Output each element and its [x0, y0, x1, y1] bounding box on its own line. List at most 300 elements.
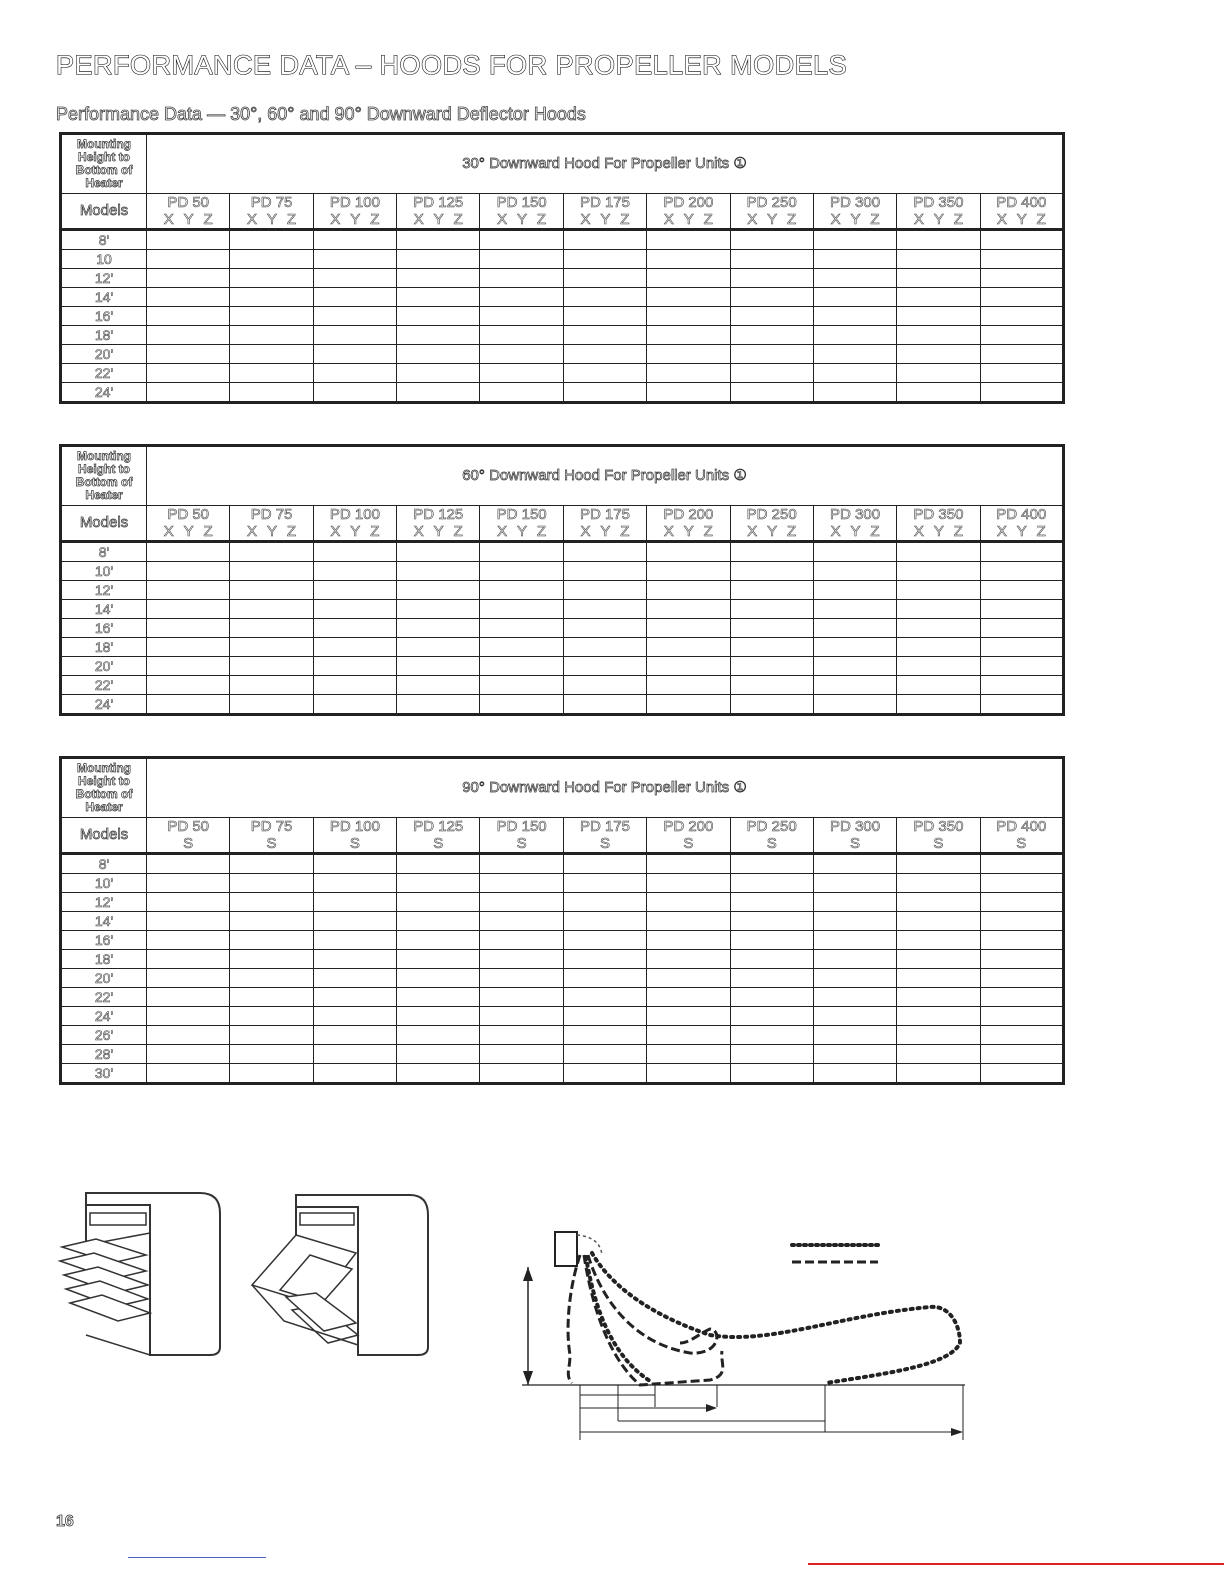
model-header: PD 350 [897, 506, 980, 524]
data-cell [313, 288, 396, 307]
data-cell [730, 269, 813, 288]
data-cell [313, 912, 396, 931]
data-cell [480, 950, 563, 969]
sub-column-labels: S [313, 835, 396, 854]
models-label: Models [61, 506, 147, 542]
data-cell [813, 345, 896, 364]
model-header: PD 50 [147, 194, 230, 212]
data-cell [813, 364, 896, 383]
data-cell [563, 969, 646, 988]
mounting-height-value: 10' [61, 562, 147, 581]
model-header: PD 250 [730, 194, 813, 212]
data-cell [980, 1064, 1063, 1084]
data-cell [730, 562, 813, 581]
sub-column-labels: X Y Z [813, 211, 896, 230]
data-cell [897, 364, 980, 383]
mounting-height-value: 12' [61, 893, 147, 912]
data-cell [563, 230, 646, 250]
data-cell [563, 695, 646, 715]
table-row [61, 931, 1064, 950]
data-cell [147, 950, 230, 969]
data-cell [230, 969, 313, 988]
data-cell [897, 288, 980, 307]
data-cell [897, 326, 980, 345]
sub-column-labels: S [730, 835, 813, 854]
data-cell [563, 364, 646, 383]
data-cell [563, 619, 646, 638]
data-cell [397, 969, 480, 988]
data-cell [813, 326, 896, 345]
data-cell [313, 874, 396, 893]
model-header: PD 200 [647, 818, 730, 836]
sub-column-labels: X Y Z [147, 211, 230, 230]
data-cell [480, 250, 563, 269]
table-row [61, 230, 1064, 250]
data-cell [147, 1045, 230, 1064]
data-cell [230, 912, 313, 931]
data-cell [647, 269, 730, 288]
data-cell [313, 269, 396, 288]
data-cell [563, 676, 646, 695]
data-cell [230, 638, 313, 657]
data-cell [313, 695, 396, 715]
data-cell [230, 250, 313, 269]
data-cell [397, 364, 480, 383]
table-row [61, 912, 1064, 931]
model-header: PD 75 [230, 818, 313, 836]
data-cell [480, 893, 563, 912]
data-cell [813, 969, 896, 988]
data-cell [647, 1026, 730, 1045]
data-cell [397, 950, 480, 969]
data-cell [730, 931, 813, 950]
data-cell [397, 230, 480, 250]
data-cell [397, 345, 480, 364]
data-cell [647, 542, 730, 562]
data-cell [813, 581, 896, 600]
data-cell [980, 912, 1063, 931]
data-cell [980, 874, 1063, 893]
data-cell [563, 250, 646, 269]
sub-column-labels: S [813, 835, 896, 854]
data-cell [813, 874, 896, 893]
data-cell [980, 638, 1063, 657]
data-cell [397, 288, 480, 307]
data-cell [647, 600, 730, 619]
data-cell [480, 1026, 563, 1045]
table-row [61, 345, 1064, 364]
sub-column-labels: X Y Z [230, 523, 313, 542]
data-cell [730, 912, 813, 931]
table-row [61, 542, 1064, 562]
data-cell [397, 893, 480, 912]
data-cell [563, 345, 646, 364]
data-cell [397, 854, 480, 874]
sub-column-labels: X Y Z [563, 211, 646, 230]
data-cell [730, 364, 813, 383]
sub-column-labels: X Y Z [313, 211, 396, 230]
data-cell [980, 1007, 1063, 1026]
data-cell [897, 581, 980, 600]
data-cell [147, 969, 230, 988]
mounting-height-value: 24' [61, 1007, 147, 1026]
sub-column-labels: S [480, 835, 563, 854]
model-header: PD 175 [563, 818, 646, 836]
data-cell [980, 676, 1063, 695]
data-cell [647, 695, 730, 715]
sub-column-labels: X Y Z [647, 211, 730, 230]
sub-column-labels: X Y Z [730, 211, 813, 230]
data-cell [813, 1026, 896, 1045]
data-cell [397, 269, 480, 288]
model-header: PD 400 [980, 194, 1063, 212]
data-cell [230, 874, 313, 893]
data-cell [897, 307, 980, 326]
data-cell [480, 874, 563, 893]
data-cell [980, 893, 1063, 912]
data-cell [230, 676, 313, 695]
data-cell [730, 950, 813, 969]
data-cell [647, 893, 730, 912]
data-cell [147, 364, 230, 383]
data-cell [980, 988, 1063, 1007]
model-header: PD 150 [480, 818, 563, 836]
data-cell [647, 230, 730, 250]
data-cell [813, 288, 896, 307]
data-cell [730, 969, 813, 988]
model-header: PD 250 [730, 818, 813, 836]
data-cell [230, 854, 313, 874]
data-cell [480, 383, 563, 403]
data-cell [730, 676, 813, 695]
mounting-height-value: 10' [61, 874, 147, 893]
model-header: PD 400 [980, 818, 1063, 836]
data-cell [730, 1026, 813, 1045]
data-cell [397, 600, 480, 619]
mounting-height-value: 24' [61, 383, 147, 403]
model-header: PD 75 [230, 506, 313, 524]
data-cell [897, 383, 980, 403]
sub-column-labels: S [897, 835, 980, 854]
data-cell [813, 638, 896, 657]
data-cell [147, 345, 230, 364]
data-cell [980, 345, 1063, 364]
data-cell [813, 383, 896, 403]
data-cell [480, 657, 563, 676]
data-cell [563, 638, 646, 657]
data-cell [563, 912, 646, 931]
data-cell [313, 1026, 396, 1045]
footer-blue-rule [128, 1557, 266, 1558]
table-row [61, 1045, 1064, 1064]
mounting-height-value: 22' [61, 676, 147, 695]
mounting-height-header: Mounting Height to Bottom of Heater [61, 134, 147, 194]
data-cell [147, 912, 230, 931]
data-cell [563, 269, 646, 288]
table-row [61, 250, 1064, 269]
data-cell [647, 1045, 730, 1064]
data-cell [813, 250, 896, 269]
data-cell [813, 1007, 896, 1026]
data-cell [480, 326, 563, 345]
sub-column-labels: X Y Z [813, 523, 896, 542]
model-header: PD 350 [897, 194, 980, 212]
data-cell [147, 893, 230, 912]
heater-hood-illustration-left [50, 1185, 230, 1360]
data-cell [730, 326, 813, 345]
sub-column-labels: S [397, 835, 480, 854]
model-header: PD 150 [480, 194, 563, 212]
data-cell [897, 874, 980, 893]
data-cell [980, 969, 1063, 988]
mounting-height-value: 8' [61, 542, 147, 562]
sub-column-labels: S [980, 835, 1063, 854]
data-cell [313, 1045, 396, 1064]
data-cell [563, 307, 646, 326]
data-cell [897, 619, 980, 638]
data-cell [730, 619, 813, 638]
data-cell [480, 581, 563, 600]
data-cell [980, 657, 1063, 676]
mounting-height-value: 18' [61, 950, 147, 969]
mounting-height-value: 20' [61, 657, 147, 676]
mounting-height-value: 8' [61, 854, 147, 874]
data-cell [647, 1064, 730, 1084]
data-cell [147, 638, 230, 657]
data-cell [897, 931, 980, 950]
data-cell [397, 695, 480, 715]
table-90-degree-hood [59, 756, 1065, 1085]
data-cell [563, 657, 646, 676]
data-cell [480, 695, 563, 715]
data-cell [813, 600, 896, 619]
data-cell [147, 600, 230, 619]
data-cell [230, 893, 313, 912]
table-row [61, 657, 1064, 676]
data-cell [647, 912, 730, 931]
data-cell [647, 638, 730, 657]
data-cell [480, 931, 563, 950]
data-cell [897, 1045, 980, 1064]
data-cell [480, 912, 563, 931]
mounting-height-value: 10 [61, 250, 147, 269]
model-header: PD 300 [813, 194, 896, 212]
data-cell [730, 1064, 813, 1084]
data-cell [313, 345, 396, 364]
data-cell [397, 638, 480, 657]
data-cell [230, 1064, 313, 1084]
air-throw-diagram [510, 1225, 980, 1445]
data-cell [230, 1007, 313, 1026]
mounting-height-value: 12' [61, 269, 147, 288]
mounting-height-value: 12' [61, 581, 147, 600]
data-cell [647, 288, 730, 307]
data-cell [313, 383, 396, 403]
table-60-degree-hood [59, 444, 1065, 716]
data-cell [897, 562, 980, 581]
mounting-height-value: 14' [61, 600, 147, 619]
page-subtitle: Performance Data — 30°, 60° and 90° Downward Deflector Hoods [56, 104, 586, 124]
data-cell [147, 874, 230, 893]
data-cell [813, 307, 896, 326]
data-cell [647, 250, 730, 269]
sub-column-labels: X Y Z [147, 523, 230, 542]
mounting-height-header: Mounting Height to Bottom of Heater [61, 446, 147, 506]
model-header: PD 200 [647, 506, 730, 524]
data-cell [647, 931, 730, 950]
data-cell [147, 269, 230, 288]
data-cell [147, 988, 230, 1007]
mounting-height-value: 16' [61, 619, 147, 638]
data-cell [980, 288, 1063, 307]
model-header: PD 125 [397, 506, 480, 524]
data-cell [897, 269, 980, 288]
table-row [61, 854, 1064, 874]
data-cell [980, 581, 1063, 600]
data-cell [147, 581, 230, 600]
data-cell [313, 657, 396, 676]
model-header: PD 75 [230, 194, 313, 212]
data-cell [563, 893, 646, 912]
data-cell [897, 695, 980, 715]
sub-column-labels: X Y Z [480, 211, 563, 230]
data-cell [980, 383, 1063, 403]
data-cell [230, 326, 313, 345]
table-row [61, 562, 1064, 581]
data-cell [813, 619, 896, 638]
data-cell [730, 542, 813, 562]
table-row [61, 307, 1064, 326]
data-cell [897, 638, 980, 657]
mounting-height-value: 18' [61, 326, 147, 345]
data-cell [980, 364, 1063, 383]
model-header: PD 300 [813, 818, 896, 836]
data-cell [897, 542, 980, 562]
data-cell [813, 988, 896, 1007]
page-number: 16 [56, 1513, 74, 1530]
table-row [61, 1026, 1064, 1045]
data-cell [813, 1045, 896, 1064]
mounting-height-value: 24' [61, 695, 147, 715]
model-header: PD 250 [730, 506, 813, 524]
data-cell [730, 695, 813, 715]
data-cell [730, 988, 813, 1007]
data-cell [313, 893, 396, 912]
data-cell [480, 345, 563, 364]
mounting-height-value: 22' [61, 988, 147, 1007]
data-cell [897, 912, 980, 931]
data-cell [563, 1045, 646, 1064]
data-cell [313, 969, 396, 988]
data-cell [397, 619, 480, 638]
data-cell [480, 542, 563, 562]
mounting-height-value: 16' [61, 307, 147, 326]
data-cell [313, 307, 396, 326]
table-row [61, 874, 1064, 893]
data-cell [313, 619, 396, 638]
sub-column-labels: S [230, 835, 313, 854]
data-cell [897, 1026, 980, 1045]
data-cell [313, 676, 396, 695]
model-header: PD 350 [897, 818, 980, 836]
sub-column-labels: X Y Z [647, 523, 730, 542]
mounting-height-header: Mounting Height to Bottom of Heater [61, 758, 147, 818]
data-cell [397, 307, 480, 326]
data-cell [813, 230, 896, 250]
sub-column-labels: X Y Z [397, 523, 480, 542]
data-cell [313, 600, 396, 619]
model-header: PD 175 [563, 194, 646, 212]
data-cell [730, 230, 813, 250]
hood-table-heading: 30° Downward Hood For Propeller Units ① [147, 134, 1064, 194]
data-cell [397, 912, 480, 931]
data-cell [980, 326, 1063, 345]
data-cell [480, 1007, 563, 1026]
data-cell [730, 383, 813, 403]
data-cell [313, 542, 396, 562]
data-cell [730, 250, 813, 269]
data-cell [813, 695, 896, 715]
data-cell [480, 619, 563, 638]
data-cell [897, 988, 980, 1007]
data-cell [813, 542, 896, 562]
data-cell [397, 542, 480, 562]
models-label: Models [61, 194, 147, 230]
data-cell [480, 230, 563, 250]
data-cell [563, 1007, 646, 1026]
data-cell [397, 676, 480, 695]
data-cell [897, 969, 980, 988]
data-cell [480, 600, 563, 619]
data-cell [147, 1064, 230, 1084]
table-row [61, 288, 1064, 307]
data-cell [563, 542, 646, 562]
table-row [61, 676, 1064, 695]
table-row [61, 950, 1064, 969]
table-row [61, 1064, 1064, 1084]
table-row [61, 383, 1064, 403]
data-cell [313, 581, 396, 600]
model-header: PD 150 [480, 506, 563, 524]
data-cell [147, 695, 230, 715]
data-cell [980, 250, 1063, 269]
heater-hood-illustration-right [240, 1185, 435, 1360]
data-cell [813, 269, 896, 288]
data-cell [480, 364, 563, 383]
sub-column-labels: X Y Z [897, 523, 980, 542]
data-cell [647, 657, 730, 676]
data-cell [230, 695, 313, 715]
model-header: PD 100 [313, 818, 396, 836]
mounting-height-value: 16' [61, 931, 147, 950]
sub-column-labels: X Y Z [980, 211, 1063, 230]
data-cell [397, 1007, 480, 1026]
data-cell [480, 1064, 563, 1084]
data-cell [813, 657, 896, 676]
data-cell [147, 854, 230, 874]
data-cell [230, 364, 313, 383]
data-cell [480, 969, 563, 988]
mounting-height-value: 22' [61, 364, 147, 383]
data-cell [647, 988, 730, 1007]
sub-column-labels: S [147, 835, 230, 854]
data-cell [897, 1007, 980, 1026]
model-header: PD 100 [313, 194, 396, 212]
data-cell [147, 1026, 230, 1045]
data-cell [397, 250, 480, 269]
data-cell [230, 345, 313, 364]
data-cell [647, 619, 730, 638]
